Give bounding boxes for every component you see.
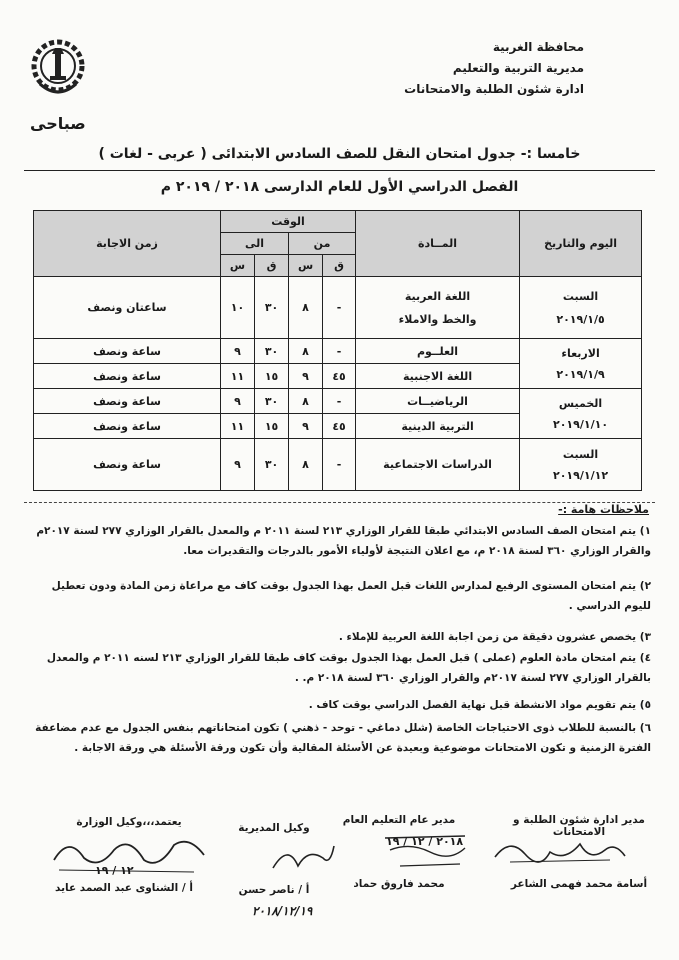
header-to-minute: ق	[255, 255, 289, 277]
from-minute-cell: -	[323, 277, 356, 339]
header-duration: زمن الاجابة	[34, 211, 221, 277]
header-from-minute: ق	[323, 255, 356, 277]
to-minute-cell: ٣٠	[255, 339, 289, 364]
from-minute-cell: -	[323, 389, 356, 414]
handwritten-signature-1	[490, 832, 630, 872]
table-row	[34, 277, 642, 339]
from-minute-cell: -	[323, 339, 356, 364]
header-from: من	[289, 233, 356, 255]
note-6: ٦) بالنسبة للطلاب ذوى الاحتياجات الخاصة (شلل دماغي - توحد - ذهني ) تكون امتحاناتهم بنفس الجدول مع عدم مضاعفة الفترة الزمنية و تكون الامتحانات موضوعية وبعيدة عن الأسئلة المقالية وأن تكون ورقة الأسئلة هي ورقة الاجابة .	[35, 722, 651, 754]
handwritten-date-2: ٢٠١٨ / ١٢ / ١٩	[386, 835, 464, 848]
from-hour-cell: ٨	[289, 439, 323, 491]
signature-title-1: مدير ادارة شئون الطلبة و الامتحانات	[513, 814, 645, 838]
note-2: ٢) يتم امتحان المستوى الرفيع لمدارس اللغات قبل العمل بهذا الجدول بوقت كاف مع مراعاة زمن المادة ودون تعطيل لليوم الدراسي .	[51, 580, 651, 612]
from-hour-cell: ٨	[289, 389, 323, 414]
from-minute-cell: -	[323, 439, 356, 491]
header-time: الوقت	[221, 211, 356, 233]
from-hour-cell: ٨	[289, 339, 323, 364]
day-date-cell	[520, 439, 642, 491]
day-date-cell	[520, 389, 642, 439]
signature-name-2: محمد فاروق حماد	[353, 878, 445, 890]
day-date-cell	[520, 277, 642, 339]
document-subtitle: الفصل الدراسي الأول للعام الدارسى ٢٠١٨ / ٢٠١٩ م	[160, 179, 519, 195]
to-minute-cell: ٣٠	[255, 277, 289, 339]
signature-name-4: أ / الشناوى عبد الصمد عايد	[55, 882, 193, 894]
table-row	[34, 389, 642, 414]
subject-cell: اللغة الاجنبية	[356, 364, 520, 389]
duration-cell: ساعة ونصف	[34, 339, 221, 364]
note-1: ١) يتم امتحان الصف السادس الابتدائي طبقا للقرار الوزاري ٢١٣ لسنة ٢٠١١ م والمعدل بالقرار الوزاري ٢٧٧ لسنة ٢٠١٧م والقرار الوزاري ٣٦٠ لسنة ٢٠١٨ م، مع اعلان النتيجة لأولياء الأمور بالدرجات والتقديرات معا.	[36, 525, 651, 557]
exam-date: ٢٠١٩/١/١٠	[553, 417, 609, 431]
exam-schedule-table	[33, 210, 642, 491]
note-5: ٥) يتم تقويم مواد الانشطة قبل نهاية الفصل الدراسي بوقت كاف .	[308, 699, 651, 711]
handwritten-date-4: ١٢ / ١٩	[95, 864, 134, 877]
handwritten-signature-3	[268, 838, 338, 878]
exam-date: ٢٠١٩/١/١٢	[553, 468, 609, 482]
header-from-hour: س	[289, 255, 323, 277]
department-label: ادارة شئون الطلبة والامتحانات	[404, 82, 584, 96]
to-hour-cell: ٩	[221, 389, 255, 414]
notes-heading: ملاحظات هامة :-	[558, 503, 649, 516]
subject-cell: الرياضيــات	[356, 389, 520, 414]
table-row	[34, 339, 642, 364]
from-hour-cell: ٩	[289, 364, 323, 389]
from-hour-cell: ٨	[289, 277, 323, 339]
signature-title-4: يعتمد،،،وكيل الوزارة	[76, 816, 182, 828]
from-minute-cell: ٤٥	[323, 414, 356, 439]
exam-date: ٢٠١٩/١/٥	[556, 312, 605, 326]
day-date-cell	[520, 339, 642, 389]
day-name: السبت	[562, 289, 599, 303]
table-row	[34, 439, 642, 491]
to-hour-cell: ١١	[221, 414, 255, 439]
directorate-label: مديرية التربية والتعليم	[452, 61, 584, 75]
governorate-label: محافظة الغربية	[492, 40, 584, 54]
header-day-date: اليوم والتاريخ	[520, 211, 642, 277]
header-subject: المــادة	[356, 211, 520, 277]
duration-cell: ساعة ونصف	[34, 364, 221, 389]
from-hour-cell: ٩	[289, 414, 323, 439]
subject-cell: الدراسات الاجتماعية	[356, 439, 520, 491]
note-3: ٣) يخصص عشرون دقيقة من زمن اجابة اللغة العربية للإملاء .	[338, 631, 651, 643]
document-title: خامسا :- جدول امتحان النقل للصف السادس الابتدائى ( عربى - لغات )	[98, 146, 581, 162]
duration-cell: ساعتان ونصف	[34, 277, 221, 339]
directorate-logo-icon	[28, 34, 88, 104]
header-to-hour: س	[221, 255, 255, 277]
to-minute-cell: ٣٠	[255, 439, 289, 491]
signature-title-3: وكيل المديرية	[238, 822, 310, 834]
subject-cell: التربية الدينية	[356, 414, 520, 439]
from-minute-cell: ٤٥	[323, 364, 356, 389]
handwritten-date-3: ٢٠١٨/١٢/١٩	[252, 904, 313, 918]
to-hour-cell: ٩	[221, 339, 255, 364]
day-name: السبت	[562, 447, 599, 461]
to-minute-cell: ١٥	[255, 364, 289, 389]
to-hour-cell: ١١	[221, 364, 255, 389]
to-minute-cell: ١٥	[255, 414, 289, 439]
signature-name-1: أسامة محمد فهمى الشاعر	[510, 878, 648, 890]
signature-name-3: أ / ناصر حسن	[238, 884, 310, 896]
day-name: الاربعاء	[561, 346, 600, 360]
duration-cell: ساعة ونصف	[34, 414, 221, 439]
note-4: ٤) يتم امتحان مادة العلوم (عملى ) قبل العمل بهذا الجدول بوقت كاف طبقا للقرار الوزاري ٢١٣ لسنه ٢٠١١ م والمعدل بالقرار الوزاري ٢٧٧ لسنة ٢٠١٧م والقرار الوزاري ٣٦٠ لسنة ٢٠١٨ م. .	[46, 652, 651, 684]
exam-date: ٢٠١٩/١/٩	[556, 367, 605, 381]
duration-cell: ساعة ونصف	[34, 389, 221, 414]
table-header-row	[34, 211, 642, 233]
subject-cell: العلــوم	[356, 339, 520, 364]
header-to: الى	[221, 233, 289, 255]
subject-name-continued: والخط والاملاء	[398, 312, 477, 326]
signature-title-2: مدير عام التعليم العام	[342, 814, 456, 826]
to-minute-cell: ٣٠	[255, 389, 289, 414]
subject-cell	[356, 277, 520, 339]
subject-name: اللغة العربية	[404, 289, 471, 303]
duration-cell: ساعة ونصف	[34, 439, 221, 491]
day-name: الخميس	[558, 396, 603, 410]
shift-label: صباحى	[30, 114, 86, 133]
title-underline	[24, 170, 655, 171]
to-hour-cell: ١٠	[221, 277, 255, 339]
to-hour-cell: ٩	[221, 439, 255, 491]
